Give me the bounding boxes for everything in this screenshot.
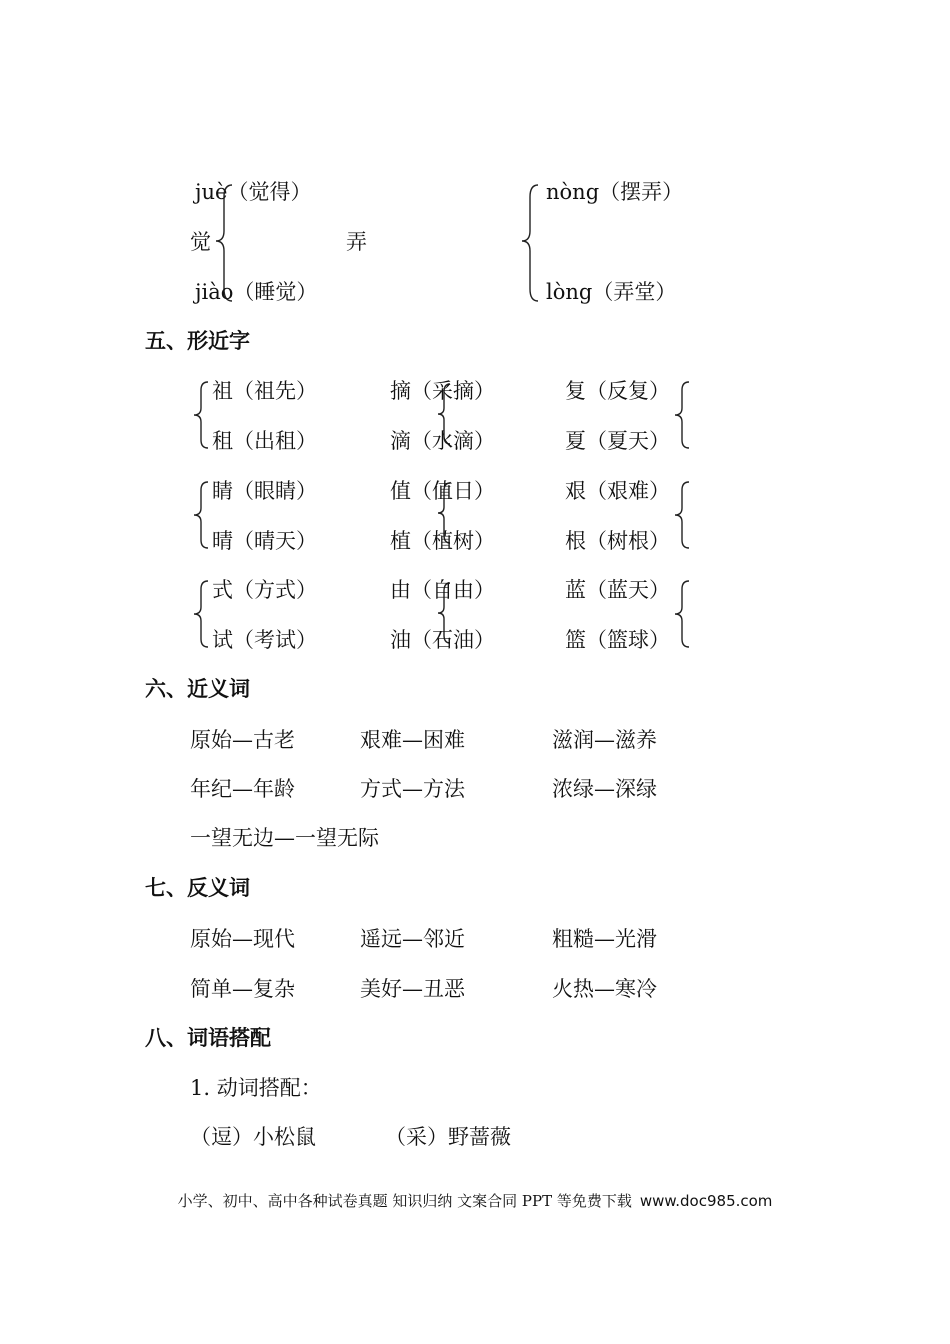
antonym-pair: 简单—复杂: [190, 977, 295, 1001]
similar-word: 由（自由）: [390, 578, 495, 602]
similar-word: 根（树根）: [565, 529, 670, 553]
page-footer: [0, 1190, 950, 1212]
synonym-pair: 一望无边—一望无际: [190, 826, 379, 850]
antonym-pair: 遥远—邻近: [360, 927, 465, 951]
similar-word: 艰（艰难）: [565, 479, 670, 503]
char-jue: 觉: [190, 230, 211, 254]
collocation-item: （采）野蔷薇: [385, 1125, 511, 1149]
antonym-pair: 原始—现代: [190, 927, 295, 951]
antonym-pair: 美好—丑恶: [360, 977, 465, 1001]
synonym-pair: 滋润—滋养: [552, 728, 657, 752]
brace-icon: [518, 183, 542, 303]
brace-icon: [191, 480, 211, 550]
synonym-pair: 艰难—困难: [360, 728, 465, 752]
similar-word: 篮（篮球）: [565, 628, 670, 652]
similar-word: 复（反复）: [565, 379, 670, 403]
similar-word: 睛（眼睛）: [212, 479, 317, 503]
synonym-pair: 方式—方法: [360, 777, 465, 801]
pinyin-long: lòng（弄堂）: [546, 280, 677, 304]
antonym-pair: 粗糙—光滑: [552, 927, 657, 951]
brace-icon: [191, 579, 211, 649]
char-nong: 弄: [346, 230, 367, 254]
similar-word: 夏（夏天）: [565, 429, 670, 453]
footer-text: 小学、初中、高中各种试卷真题 知识归纳 文案合同 PPT 等免费下载: [177, 1192, 632, 1210]
similar-word: 油（石油）: [390, 628, 495, 652]
footer-url[interactable]: www.doc985.com: [639, 1192, 773, 1210]
pinyin-nong: nòng（摆弄）: [546, 180, 684, 204]
synonym-pair: 原始—古老: [190, 728, 295, 752]
similar-word: 植（植树）: [390, 529, 495, 553]
collocation-item: （逗）小松鼠: [190, 1125, 316, 1149]
similar-word: 租（出租）: [212, 429, 317, 453]
section-title-collocation: 八、词语搭配: [145, 1026, 271, 1050]
similar-word: 值（值日）: [390, 479, 495, 503]
brace-icon: [672, 579, 692, 649]
pinyin-jue: juè（觉得）: [195, 180, 312, 204]
brace-icon: [672, 480, 692, 550]
similar-word: 摘（采摘）: [390, 379, 495, 403]
section-title-antonyms: 七、反义词: [145, 876, 250, 900]
similar-word: 晴（晴天）: [212, 529, 317, 553]
section-title-synonyms: 六、近义词: [145, 677, 250, 701]
collocation-subtitle: 1. 动词搭配：: [190, 1076, 322, 1100]
section-title-similar: 五、形近字: [145, 329, 250, 353]
synonym-pair: 年纪—年龄: [190, 777, 295, 801]
similar-word: 式（方式）: [212, 578, 317, 602]
brace-icon: [191, 380, 211, 450]
pinyin-jiao: jiào（睡觉）: [195, 280, 318, 304]
similar-word: 祖（祖先）: [212, 379, 317, 403]
similar-word: 蓝（蓝天）: [565, 578, 670, 602]
synonym-pair: 浓绿—深绿: [552, 777, 657, 801]
antonym-pair: 火热—寒冷: [552, 977, 657, 1001]
similar-word: 试（考试）: [212, 628, 317, 652]
brace-icon: [672, 380, 692, 450]
similar-word: 滴（水滴）: [390, 429, 495, 453]
